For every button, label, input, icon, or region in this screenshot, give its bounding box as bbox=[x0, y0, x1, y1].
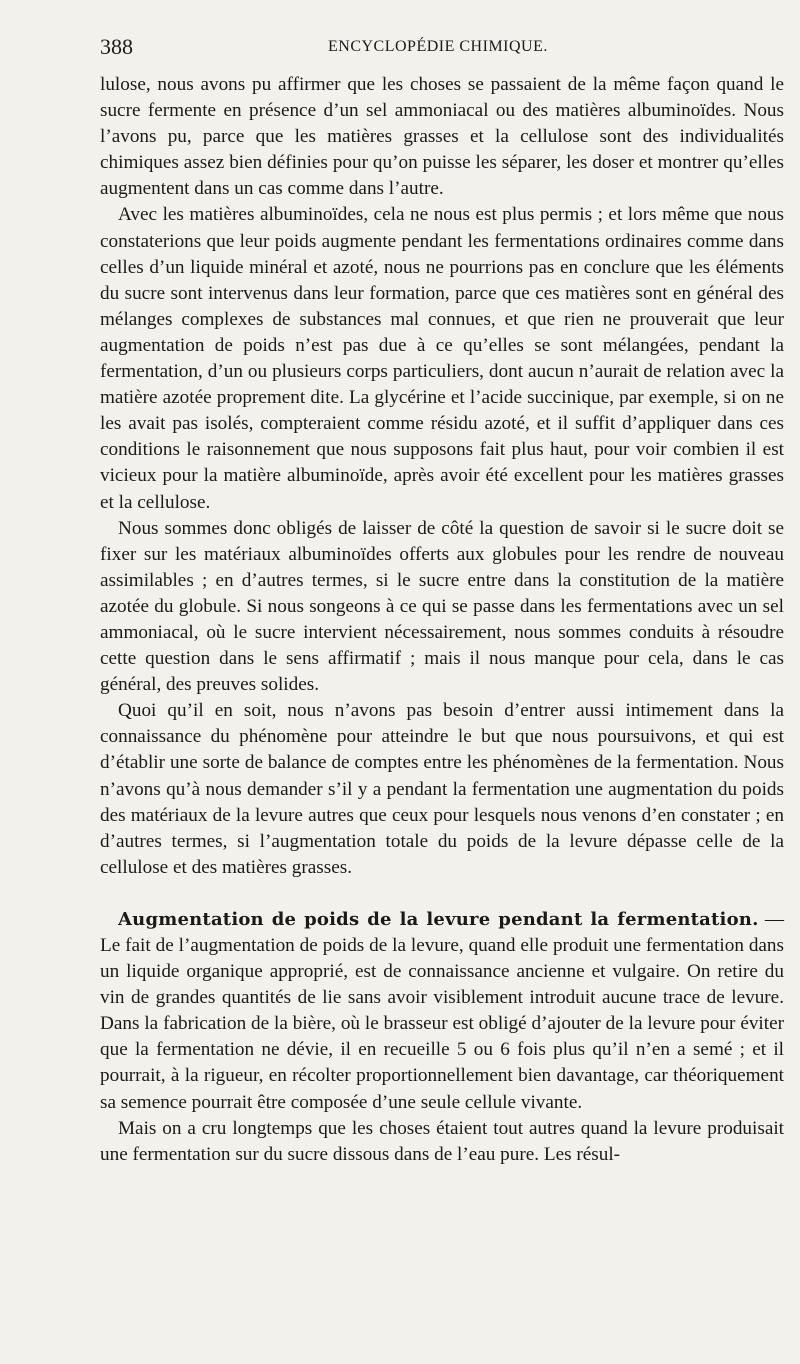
paragraph-last: Mais on a cru longtemps que les choses étaient tout autres quand la levure produisait une fermentation sur du sucre dissous dans de l’eau pure. Les résul- bbox=[100, 1117, 784, 1165]
paragraph-4: Quoi qu’il en soit, nous n’avons pas besoin d’entrer aussi intimement dans la connaissance du phénomène pour atteindre le but que nous poursuivons, et qui est d’établir une sorte de balance de comptes entre les phénomènes de la fermentation. Nous n’avons qu’à nous demander s’il y a pendant la fermentation une augmentation du poids des matériaux de la levure autres que ceux pour lesquels nous venons d’en constater ; en d’autres termes, si l’augmentation totale du poids de la levure dépasse celle de la cellulose et des matières grasses. bbox=[100, 700, 784, 878]
page-number: 388 bbox=[100, 34, 133, 59]
section-paragraph bbox=[100, 907, 784, 1116]
page-header bbox=[100, 34, 760, 64]
running-title: ENCYCLOPÉDIE CHIMIQUE. bbox=[328, 38, 548, 55]
paragraph-2: Avec les matières albuminoïdes, cela ne nous est plus permis ; et lors même que nous constaterions que leur poids augmente pendant les fermentations ordinaires comme dans celles d’un liquide minéral et azoté, nous ne pourrions pas en conclure que les éléments du sucre sont intervenus dans leur formation, parce que ces matières sont en général des mélanges complexes de substances mal connues, et que rien ne prouverait que leur augmentation de poids n’est pas due à ce qu’elles se sont mélangées, pendant la fermentation, d’un ou plusieurs corps particuliers, dont aucun n’aurait de relation avec la matière azotée proprement dite. La glycérine et l’acide succinique, par exemple, si on ne les avait pas isolés, compteraient comme résidu azoté, et il suffit d’appliquer dans ces conditions le raisonnement que nous supposons fait plus haut, pour voir combien il est vicieux pour la matière albuminoïde, après avoir été excellent pour les matières grasses et la cellulose. bbox=[100, 204, 784, 513]
paragraph-3: Nous sommes donc obligés de laisser de côté la question de savoir si le sucre doit se fixer sur les matériaux albuminoïdes offerts aux globules pour les rendre de nouveau assimilables ; en d’autres termes, si le sucre entre dans la constitution de la matière azotée du globule. Si nous songeons à ce qui se passe dans les fermentations avec un sel ammoniacal, où le sucre intervient nécessairement, nous sommes conduits à résoudre cette question dans le sens affirmatif ; mais il nous manque pour cela, dans le cas général, des preuves solides. bbox=[100, 517, 784, 696]
section-heading: Augmentation de poids de la levure pendant la fermentation. bbox=[118, 908, 759, 930]
section-text: — Le fait de l’augmentation de poids de la levure, quand elle produit une fermentation dans un liquide organique approprié, est de connaissance ancienne et vulgaire. On retire du vin de grandes quantités de lie sans avoir visiblement introduit aucune trace de levure. Dans la fabrication de la bière, où le brasseur est obligé d’ajouter de la levure pour éviter que la fermentation ne dévie, il en recueille 5 ou 6 fois plus qu’il n’en a semé ; et il pourrait, à la rigueur, en récolter proportionnellement bien davantage, car théoriquement sa semence pourrait être composée d’une seule cellule vivante. bbox=[100, 908, 785, 1113]
paragraph-1: lulose, nous avons pu affirmer que les choses se passaient de la même façon quand le sucre fermente en présence d’un sel ammoniacal ou des matières albuminoïdes. Nous l’avons pu, parce que les matières grasses et la cellulose sont des individualités chimiques assez bien définies pour qu’on puisse les séparer, les doser et montrer qu’elles augmentent dans un cas comme dans l’autre. bbox=[100, 74, 784, 200]
body-text bbox=[100, 72, 784, 1168]
